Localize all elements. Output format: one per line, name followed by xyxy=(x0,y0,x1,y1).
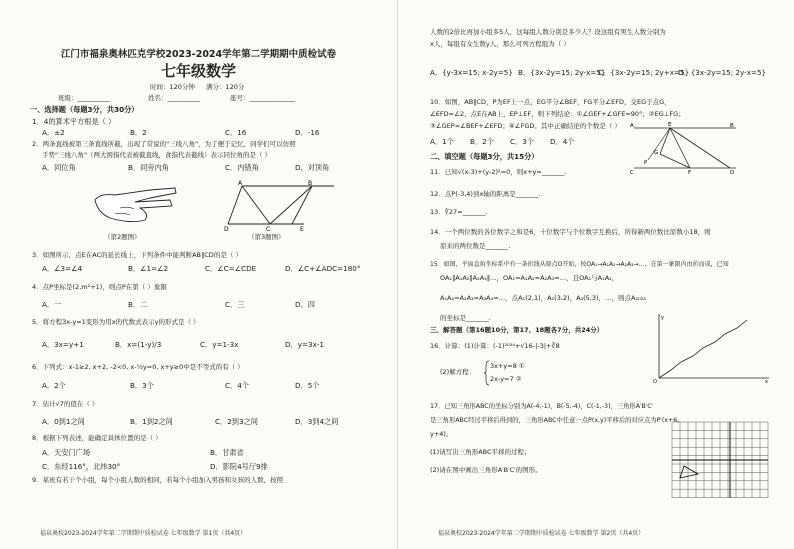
section3-heading: 三、解答题（第16题10分，第17、18题各7分，共24分） xyxy=(430,326,604,334)
q5-opt-d[interactable]: D．y=3x-1 xyxy=(285,340,324,349)
q3-opt-c[interactable]: C．∠C=∠CDE xyxy=(205,264,257,273)
q10-opt-b[interactable]: B．2个 xyxy=(470,137,494,146)
q15-label-o: O xyxy=(653,379,657,384)
q1-opt-b[interactable]: B．2 xyxy=(130,128,147,137)
q9-continued-2: x人，每组有女生数y人，那么可列方程组为（ ） xyxy=(430,40,570,48)
label-e: E xyxy=(300,226,304,232)
q8: 8．根据下列表述，能确定具体位置的是（ ） xyxy=(32,434,162,442)
q10-geometry-figure xyxy=(630,120,740,175)
q17-part1: (1)请写出三角形ABC平移的过程； xyxy=(430,448,531,456)
q9-opt-c[interactable]: C．{3x-2y=15; 2y+x=5} xyxy=(598,68,690,77)
q1-opt-d[interactable]: D．-16 xyxy=(295,128,320,137)
class-label: 班级：__________ xyxy=(58,94,110,102)
q3-opt-a[interactable]: A．∠3=∠4 xyxy=(42,264,83,273)
brace-icon xyxy=(484,360,490,386)
q3: 3．如图所示，点E在AC的延长线上，下列条件中能判断AB∥CD的是（ ） xyxy=(32,251,242,259)
q8-opt-d[interactable]: D．影院4号厅9排 xyxy=(210,462,268,471)
q2-opt-d[interactable]: D．对顶角 xyxy=(295,163,330,172)
q8-opt-a[interactable]: A．天安门广场 xyxy=(42,448,91,457)
school-title: 江门市福泉奥林匹克学校2023-2024学年第二学期期中质检试卷 xyxy=(60,49,337,60)
q17: 17．已知三角形ABC的坐标分别为A(-4,-1)，B(-5,-4)，C(-1,-3)，三角形A′B′C′ xyxy=(430,403,654,410)
q10-c: ③∠GEP=∠BEF+∠EFD；④∠FGD。其中正确结论的个数是（ ） xyxy=(430,122,621,130)
q2-opt-c[interactable]: C．内错角 xyxy=(225,163,259,172)
q5-opt-b[interactable]: B．x=(1-y)/3 xyxy=(115,340,162,349)
q2-continued: 手势"三线八角"（两大拇指代表被截直线，食指代表截线）表示同位角的是（ ） xyxy=(42,151,272,159)
q1: 1．4的算术平方根是（ ） xyxy=(32,117,116,126)
q3-opt-d[interactable]: D．∠C+∠ADC=180° xyxy=(285,264,361,273)
q16-1: 16．计算：(1)计算：(-1)²⁰²⁴+√16-|-3|+∛8 xyxy=(430,342,560,350)
q10-opt-c[interactable]: C．3个 xyxy=(510,137,534,146)
q6: 6．下列式：x-1≥2, x+2, -2<0, x-½y=0, x+y≥0中是不等式的有（ ） xyxy=(32,363,244,371)
q2-opt-a[interactable]: A．同位角 xyxy=(42,163,76,172)
q4-opt-a[interactable]: A．一 xyxy=(42,300,62,309)
q15: 15．如图，平面直角坐标系中有一条折线从原点O开始，按OA₁→A₁A₂→A₂A₃→…，在第一象限内由折而成，已知 xyxy=(430,261,729,268)
q10-label-d: D xyxy=(730,170,735,175)
q6-opt-c[interactable]: C．4个 xyxy=(225,381,249,390)
q4-opt-b[interactable]: B．二 xyxy=(128,300,148,309)
q10: 10．如图，AB∥CD，P为EF上一点，EG平分∠BEF，FG平分∠EFD，交EG于点G， xyxy=(430,98,671,106)
q12: 12．点P(-3,4)到x轴的距离是_______. xyxy=(430,190,541,198)
q10-label-p: P xyxy=(644,160,648,166)
q15-zigzag-figure xyxy=(653,312,773,384)
q10-b: ∠EFD=∠2，点E在AB上，EP⊥EF，则下列结论：①∠GEF+∠GFE=90°；②EG⊥FG； xyxy=(430,110,685,118)
q8-opt-b[interactable]: B．甘肃省 xyxy=(210,448,244,457)
q17-c: y+4)。 xyxy=(430,430,453,438)
section2-heading: 二、填空题（每题3分，共15分） xyxy=(430,152,539,161)
q14: 14．一个两位数的各位数字之和是6，十位数字与个位数字互换后，所得新两位数比原数小18，则 xyxy=(430,228,711,236)
left-footer: 福泉奥校2023-2024学年第二学期期中质检试卷 七年级数学 第1页（共4页） xyxy=(40,530,247,537)
q7-opt-a[interactable]: A．0到1之间 xyxy=(42,417,85,426)
subject-title: 七年级数学 xyxy=(160,62,236,80)
q10-label-c: C xyxy=(630,170,634,175)
q10-label-e: E xyxy=(668,122,672,128)
q1-opt-c[interactable]: C．16 xyxy=(225,128,247,137)
q8-opt-c[interactable]: C．东经116°，北纬30° xyxy=(42,462,121,471)
q16-2: (2)解方程： xyxy=(440,368,476,376)
q10-opt-d[interactable]: D．4个 xyxy=(550,137,575,146)
q10-opt-a[interactable]: A．1个 xyxy=(430,137,454,146)
q2: 2．两条直线被第三条直线所截，出现了常说的"三线八角"，为了便于记忆，同学们可以仿照 xyxy=(32,140,296,148)
q6-opt-b[interactable]: B．3个 xyxy=(130,381,154,390)
q17-part2: (2)请在图中画出三角形A′B′C′的图形。 xyxy=(430,466,542,474)
q6-opt-d[interactable]: D．5个 xyxy=(295,381,320,390)
q15-label-y: y xyxy=(661,315,664,321)
section1-heading: 一、选择题（每题3分，共30分） xyxy=(30,105,139,114)
q9-opt-b[interactable]: B．{3x-2y=15; 2y-x=5} xyxy=(518,68,606,77)
label-d: D xyxy=(224,226,229,232)
q15-label-x: x xyxy=(765,379,768,384)
label-a: A xyxy=(238,180,243,187)
q5-opt-c[interactable]: C．y=1-3x xyxy=(200,340,239,349)
full-score: 满分：120分 xyxy=(206,83,245,91)
q10-label-g: G xyxy=(654,150,659,156)
q15-d: 的坐标是_______. xyxy=(440,314,491,322)
right-footer: 福泉奥校2023-2024学年第二学期期中质检试卷 七年级数学 第2页（共4页） xyxy=(438,530,645,537)
q6-opt-a[interactable]: A．2个 xyxy=(42,381,66,390)
q10-label-a: A xyxy=(630,123,634,129)
q3-opt-b[interactable]: B．∠1=∠2 xyxy=(128,264,169,273)
fig3-caption: （第3题图） xyxy=(248,233,285,241)
q9-continued-1: 人数的2倍比再加小组多5人，这每组人数分别是多少人？设这组有男生人数分别为 xyxy=(430,28,666,36)
label-b: B xyxy=(308,180,313,187)
q16-eq2: 2x-y=7 ② xyxy=(490,375,522,383)
right-page xyxy=(397,0,794,549)
q4-opt-d[interactable]: D．四 xyxy=(295,300,315,309)
q7-opt-c[interactable]: C．2到3之间 xyxy=(215,417,258,426)
label-c: C xyxy=(266,226,271,232)
q13: 13．∛27=_______. xyxy=(430,208,488,216)
q7-opt-b[interactable]: B．1到2之间 xyxy=(130,417,173,426)
q15-b: OA₁∥A₁A₂∥A₂A₃∥…，OA₁=A₁A₂=A₂A₃=…，且OA₁与A₁A₂， xyxy=(440,274,619,282)
q11: 11．已知√(x-3)+(y-2)²=0，则x+y=_______. xyxy=(430,168,567,176)
q7-opt-d[interactable]: D．3到4之间 xyxy=(295,417,339,426)
q7: 7．估计√7的值在（ ） xyxy=(32,400,99,408)
q5: 5．将方程3x-y=1变形为用x的代数式表示y的形式是（ ） xyxy=(32,318,200,326)
q2-opt-b[interactable]: B．同旁内角 xyxy=(128,163,169,172)
q4-opt-c[interactable]: C．三 xyxy=(225,300,245,309)
q14-b: 原来的两位数是_______. xyxy=(440,242,511,250)
q10-label-b: B xyxy=(730,123,734,129)
q3-geometry-figure xyxy=(222,180,342,232)
q17-b: 是三角形ABC经过平移后得到的，三角形ABC中任意一点P(x,y)平移后的对应点为P′(x+6, xyxy=(430,417,680,424)
q9-opt-d[interactable]: D．{3x-2y=15; 2y-x=5} xyxy=(678,68,767,77)
seat-label: 座号：______________ xyxy=(230,94,295,102)
q15-c: A₁A₂=A₂A₃=A₃A₄=…，点A₁(2,1)，A₂(3,2)，A₃(5,3)，…，则点A₂₀₂₃ xyxy=(440,294,646,302)
q4: 4．点P坐标是(2,m²+1)，则点P在第（ ）象限 xyxy=(32,283,167,291)
name-label: 姓名：__________ xyxy=(148,94,200,102)
q17-coordinate-grid xyxy=(670,420,770,500)
q9-opt-a[interactable]: A．{y-3x=15; x-2y=5} xyxy=(430,68,513,77)
q1-opt-a[interactable]: A．±2 xyxy=(42,128,65,137)
fig2-caption: （第2题图） xyxy=(104,233,141,241)
hand-gesture-figure xyxy=(90,178,180,228)
q5-opt-a[interactable]: A．3x=y+1 xyxy=(42,340,84,349)
q10-label-f: F xyxy=(688,170,692,175)
q16-eq1: 3x+y=8 ① xyxy=(490,362,525,370)
exam-time: 时间：120分钟 xyxy=(150,83,195,91)
q9: 9．某班有若干个小组，每个小组人数的相同，若每个小组加入男孩和女孩的人数，按照 xyxy=(32,476,284,484)
